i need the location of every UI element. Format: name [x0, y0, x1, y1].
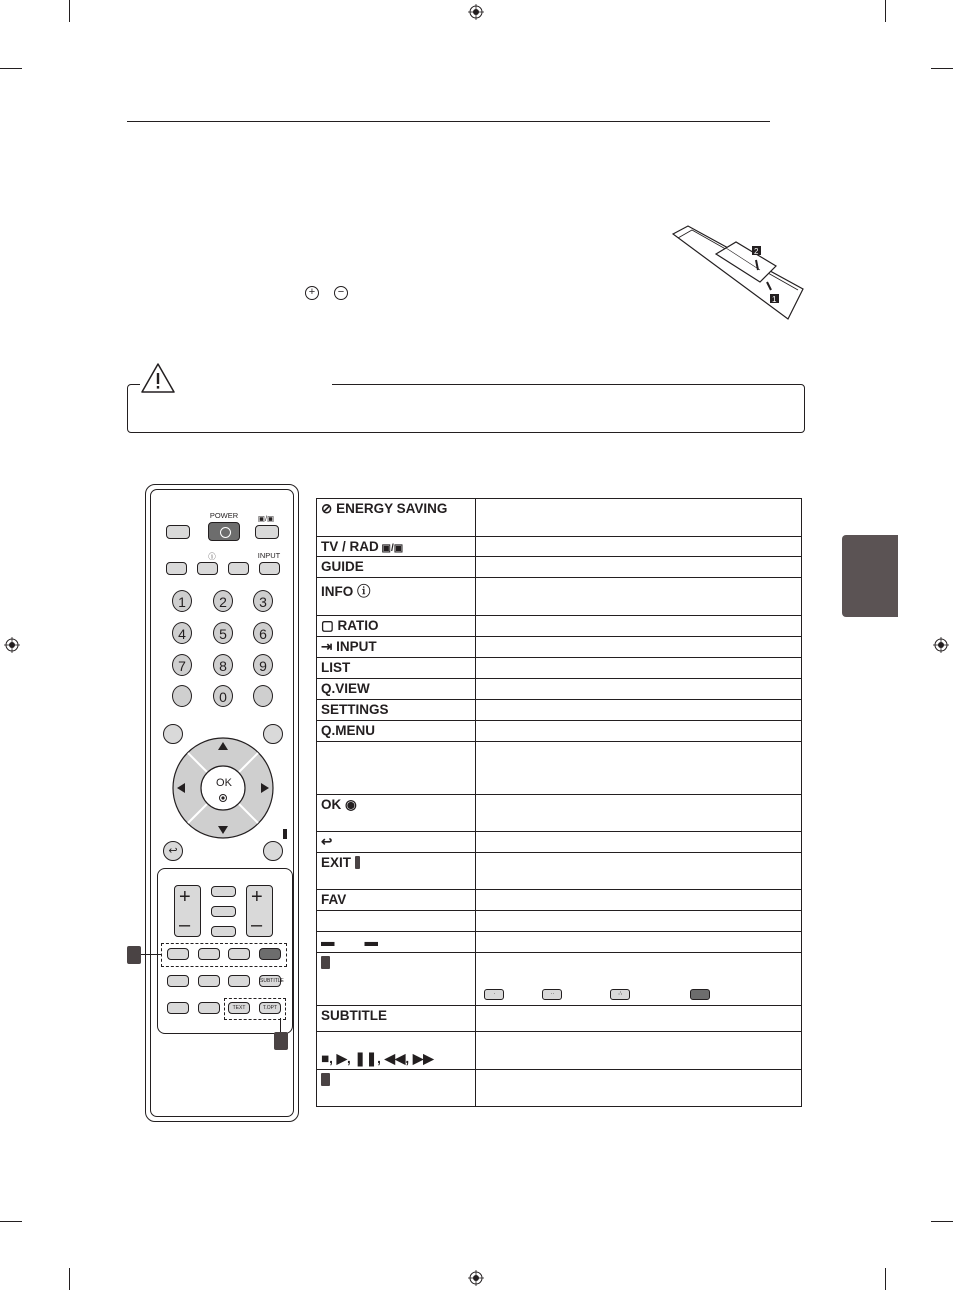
crop-mark	[885, 1268, 886, 1290]
energy-saving-button[interactable]	[166, 525, 190, 539]
info-icon: ⓘ	[353, 584, 371, 599]
blue-button[interactable]	[259, 948, 281, 960]
table-row	[317, 911, 476, 932]
input-label: INPUT	[257, 551, 281, 560]
svg-text:1: 1	[772, 295, 777, 304]
plus-icon: +	[305, 286, 319, 300]
red-key-icon: ·	[484, 989, 504, 1000]
arrow-left-icon: ▬	[321, 934, 335, 949]
section-tab	[842, 535, 898, 617]
number-key[interactable]: 6	[253, 622, 273, 644]
table-row	[317, 953, 476, 1006]
warning-triangle-icon	[140, 362, 176, 394]
number-key[interactable]: 9	[253, 654, 273, 676]
green-button[interactable]	[198, 948, 220, 960]
yellow-button[interactable]	[228, 948, 250, 960]
rewind-button[interactable]	[167, 1002, 189, 1014]
registration-mark-icon	[468, 1270, 484, 1286]
minus-icon: −	[334, 286, 348, 300]
exit-button[interactable]	[263, 841, 283, 861]
number-key[interactable]: 4	[172, 622, 192, 644]
number-key[interactable]: 1	[172, 590, 192, 612]
table-row: FAV	[317, 890, 476, 911]
crop-mark	[885, 0, 886, 22]
back-button[interactable]	[163, 841, 183, 861]
green-key-icon: ··	[542, 989, 562, 1000]
table-row: EXIT	[317, 853, 476, 890]
crop-mark	[931, 68, 953, 69]
svg-text:2: 2	[754, 247, 759, 256]
playback-icons: ■, ▶, ❚❚, ◀◀, ▶▶	[321, 1051, 434, 1066]
number-key[interactable]: 3	[253, 590, 273, 612]
program-rocker[interactable]: + –	[246, 885, 273, 937]
red-button[interactable]	[167, 948, 189, 960]
table-row: Q.VIEW	[317, 679, 476, 700]
blue-key-icon	[690, 989, 710, 1000]
color-key-icon	[321, 956, 330, 969]
number-key[interactable]: 8	[213, 654, 233, 676]
crop-mark	[931, 1221, 953, 1222]
back-icon: ↩	[168, 845, 178, 857]
table-row: TV / RAD ▣/▣	[317, 537, 476, 557]
ratio-button[interactable]	[228, 562, 249, 575]
table-row	[317, 932, 476, 953]
table-row	[317, 742, 476, 795]
number-key[interactable]: 2	[213, 590, 233, 612]
number-key[interactable]: 0	[213, 685, 233, 707]
exit-icon	[283, 829, 287, 839]
registration-mark-icon	[933, 637, 949, 653]
table-row: ⊘ ENERGY SAVING	[317, 499, 476, 537]
button-function-table	[316, 498, 802, 1107]
table-row: GUIDE	[317, 557, 476, 578]
ok-dot-icon: ◉	[341, 797, 357, 812]
yellow-key-icon: ∴	[610, 989, 630, 1000]
pause-button[interactable]	[228, 975, 250, 987]
play-button[interactable]	[198, 975, 220, 987]
tv-rad-icon: ▣/▣	[257, 514, 275, 523]
table-row: LIST	[317, 658, 476, 679]
ratio-icon: ▢	[321, 618, 338, 633]
table-row: ▢ RATIO	[317, 616, 476, 637]
fav-button[interactable]	[211, 886, 236, 897]
header-rule	[127, 121, 770, 122]
q-view-button[interactable]	[253, 685, 273, 707]
power-label: POWER	[209, 511, 239, 520]
table-row	[317, 1070, 476, 1107]
ratio-lower-button[interactable]	[211, 906, 236, 917]
ok-button[interactable]: OK	[216, 777, 232, 789]
number-key[interactable]: 7	[172, 654, 192, 676]
list-button[interactable]	[172, 685, 192, 707]
subtitle-button[interactable]: SUBTITLE	[259, 975, 281, 987]
table-row	[317, 832, 476, 853]
power-button[interactable]	[208, 522, 240, 541]
exit-icon	[355, 856, 360, 869]
mute-button[interactable]	[211, 926, 236, 937]
table-row: SETTINGS	[317, 700, 476, 721]
table-row: Q.MENU	[317, 721, 476, 742]
info-button[interactable]	[197, 562, 218, 575]
text-button[interactable]: TEXT	[228, 1002, 250, 1014]
tv-rad-icon: ▣/▣	[378, 543, 404, 554]
crop-mark	[0, 68, 22, 69]
input-icon: ⇥	[321, 639, 337, 654]
caution-box	[127, 384, 805, 433]
crop-mark	[69, 0, 70, 22]
table-row	[317, 1032, 476, 1070]
guide-button[interactable]	[166, 562, 187, 575]
number-key[interactable]: 5	[213, 622, 233, 644]
registration-mark-icon	[4, 637, 20, 653]
t-opt-button[interactable]: T.OPT	[259, 1002, 281, 1014]
energy-saving-icon: ⊘	[321, 501, 337, 516]
table-row: OK ◉	[317, 795, 476, 832]
battery-cover-illustration	[668, 224, 808, 324]
table-row: ⇥ INPUT	[317, 637, 476, 658]
volume-rocker[interactable]: + –	[174, 885, 201, 937]
crop-mark	[0, 1221, 22, 1222]
back-icon: ↩	[321, 834, 333, 849]
callout-marker	[127, 946, 141, 964]
teletext-key-icon	[321, 1073, 330, 1086]
table-row: SUBTITLE	[317, 1006, 476, 1032]
callout-marker	[274, 1032, 288, 1050]
stop-button[interactable]	[167, 975, 189, 987]
input-button[interactable]	[259, 562, 280, 575]
arrow-right-icon: ▬	[364, 934, 379, 949]
crop-mark	[69, 1268, 70, 1290]
table-row: INFO ⓘ	[317, 578, 476, 616]
fast-forward-button[interactable]	[198, 1002, 220, 1014]
info-icon: ⓘ	[208, 552, 216, 561]
registration-mark-icon	[468, 4, 484, 20]
tv-rad-button[interactable]	[255, 525, 279, 539]
